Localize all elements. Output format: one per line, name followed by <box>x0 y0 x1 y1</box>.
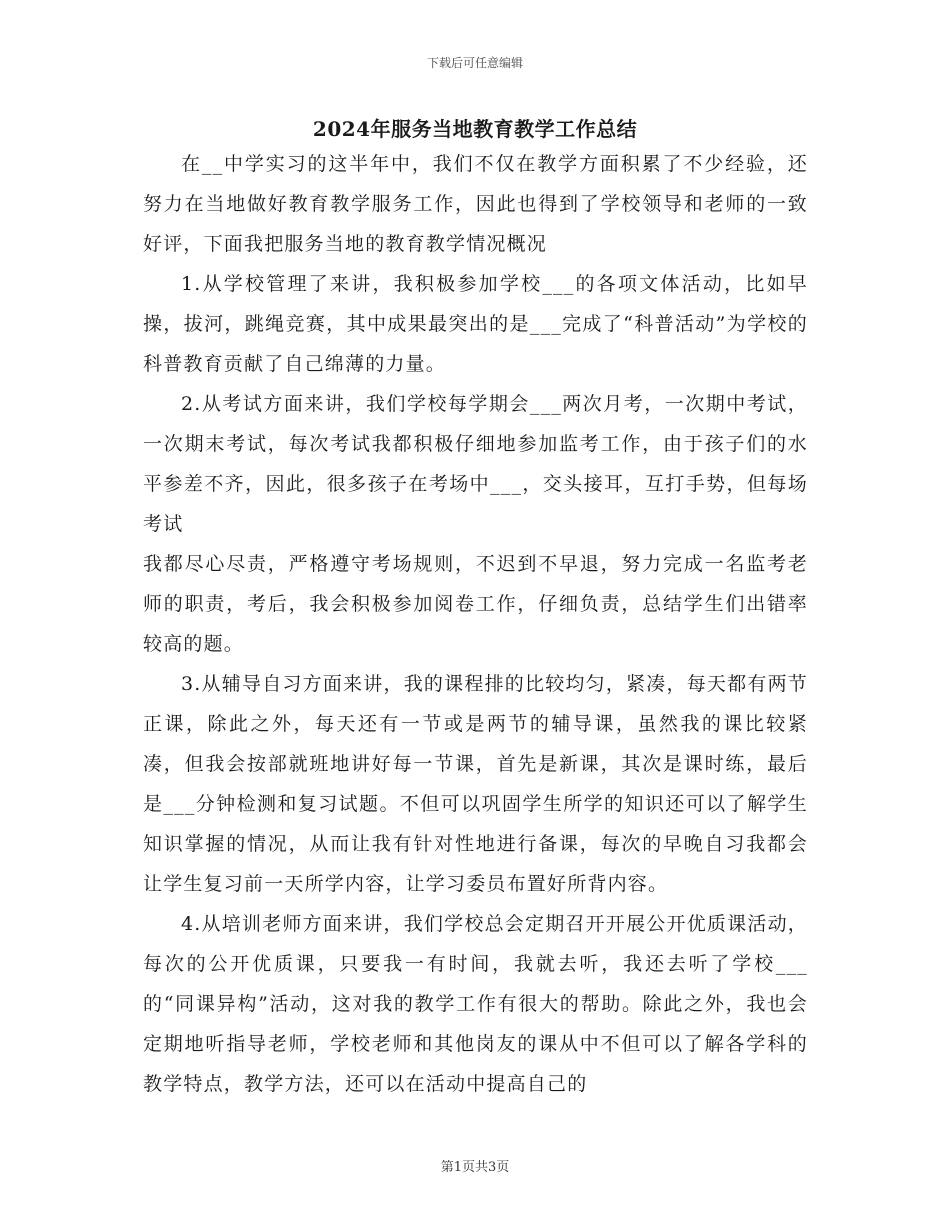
paragraph-teacher-training: 4.从培训老师方面来讲，我们学校总会定期召开开展公开优质课活动，每次的公开优质课，只要我一有时间，我就去听，我还去听了学校___的“同课异构”活动，这对我的教学工作有很大的帮助。除此之外，我也会定期地听指导老师，学校老师和其他岗友的课从中不但可以了解各学科的教学特点，教学方法，还可以在活动中提高自己的 <box>143 913 808 1095</box>
paragraph-intro: 在__中学实习的这半年中，我们不仅在教学方面积累了不少经验，还努力在当地做好教育教学服务工作，因此也得到了学校领导和老师的一致好评，下面我把服务当地的教育教学情况概况 <box>143 153 808 255</box>
paragraph-tutoring: 3.从辅导自习方面来讲，我的课程排的比较均匀，紧凑，每天都有两节正课，除此之外，每天还有一节或是两节的辅导课，虽然我的课比较紧凑，但我会按部就班地讲好每一节课，首先是新课，其次是课时练，最后是___分钟检测和复习试题。不但可以巩固学生所学的知识还可以了解学生知识掌握的情况，从而让我有针对性地进行备课，每次的早晚自习我都会让学生复习前一天所学内容，让学习委员布置好所背内容。 <box>143 673 808 895</box>
paragraph-school-management: 1.从学校管理了来讲，我积极参加学校___的各项文体活动，比如早操，拔河，跳绳竞赛，其中成果最突出的是___完成了“科普活动”为学校的科普教育贡献了自己绵薄的力量。 <box>143 273 808 375</box>
header-note: 下载后可任意编辑 <box>426 56 523 70</box>
document-body <box>143 144 808 1104</box>
paragraph-exams-continued: 我都尽心尽责，严格遵守考场规则，不迟到不早退，努力完成一名监考老师的职责，考后，我会积极参加阅卷工作，仔细负责，总结学生们出错率较高的题。 <box>143 553 808 655</box>
document-title: 2024年服务当地教育教学工作总结 <box>312 117 638 141</box>
page-number: 第1页共3页 <box>440 1160 510 1175</box>
paragraph-exams: 2.从考试方面来讲，我们学校每学期会___两次月考，一次期中考试，一次期末考试，每次考试我都积极仔细地参加监考工作，由于孩子们的水平参差不齐，因此，很多孩子在考场中___，交头接耳，互打手势，但每场考试 <box>143 393 808 535</box>
